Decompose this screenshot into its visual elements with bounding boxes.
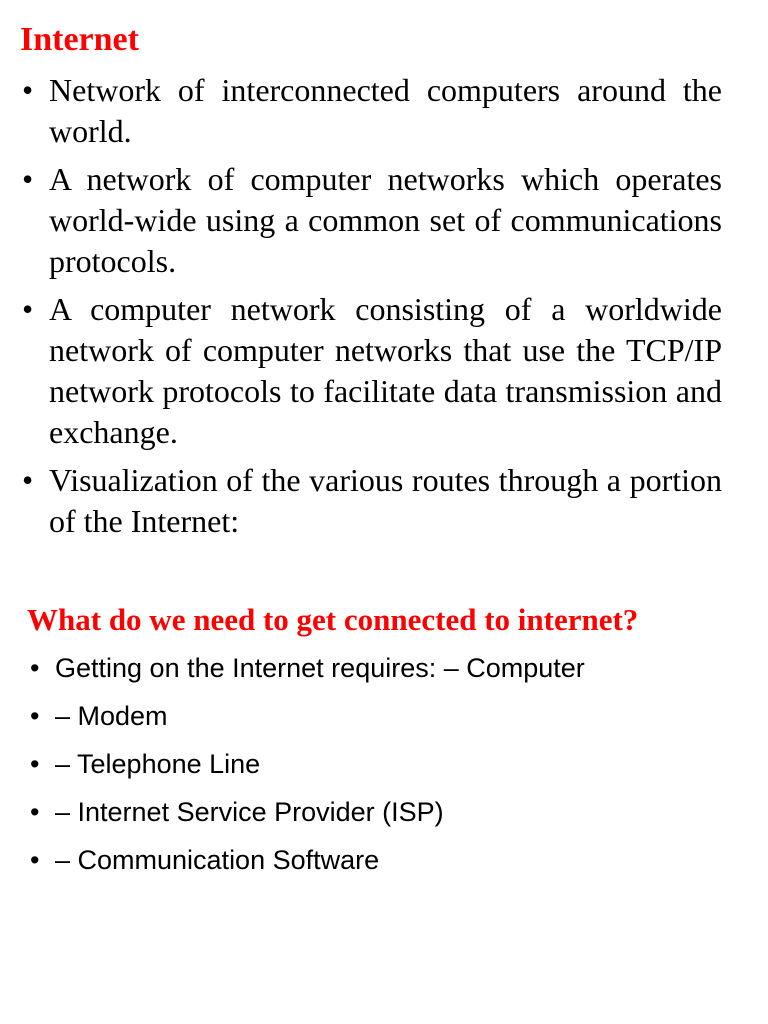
list-item [30,840,750,880]
bullet-icon: • [22,161,34,197]
requirement-text: – Communication Software [55,845,380,875]
bullet-icon: • [22,462,34,498]
list-item [22,70,722,152]
list-item [30,696,750,736]
list-item [30,744,750,784]
requirements-list [30,648,750,888]
bullet-icon: • [30,749,40,779]
requirement-text: Getting on the Internet requires: – Computer [55,653,585,683]
bullet-icon: • [30,653,40,683]
requirements-heading: What do we need to get connected to internet? [27,602,639,637]
definition-text: Network of interconnected computers around the world. [49,72,722,149]
bullet-icon: • [30,797,40,827]
list-item [30,792,750,832]
page-title: Internet [20,21,139,58]
list-item [30,648,750,688]
bullet-icon: • [30,845,40,875]
bullet-icon: • [22,72,34,108]
requirement-text: – Modem [55,701,168,731]
requirement-text: – Internet Service Provider (ISP) [55,797,444,827]
definition-text: A computer network consisting of a worldwide network of computer networks that use the TCP/IP network protocols to facilitate data transmission and exchange. [49,291,722,450]
definition-list [22,70,722,549]
list-item [22,289,722,453]
list-item [22,460,722,542]
definition-text: A network of computer networks which operates world-wide using a common set of communications protocols. [49,161,722,279]
requirement-text: – Telephone Line [55,749,261,779]
definition-text: Visualization of the various routes through a portion of the Internet: [49,462,722,539]
bullet-icon: • [30,701,40,731]
list-item [22,159,722,282]
bullet-icon: • [22,291,34,327]
